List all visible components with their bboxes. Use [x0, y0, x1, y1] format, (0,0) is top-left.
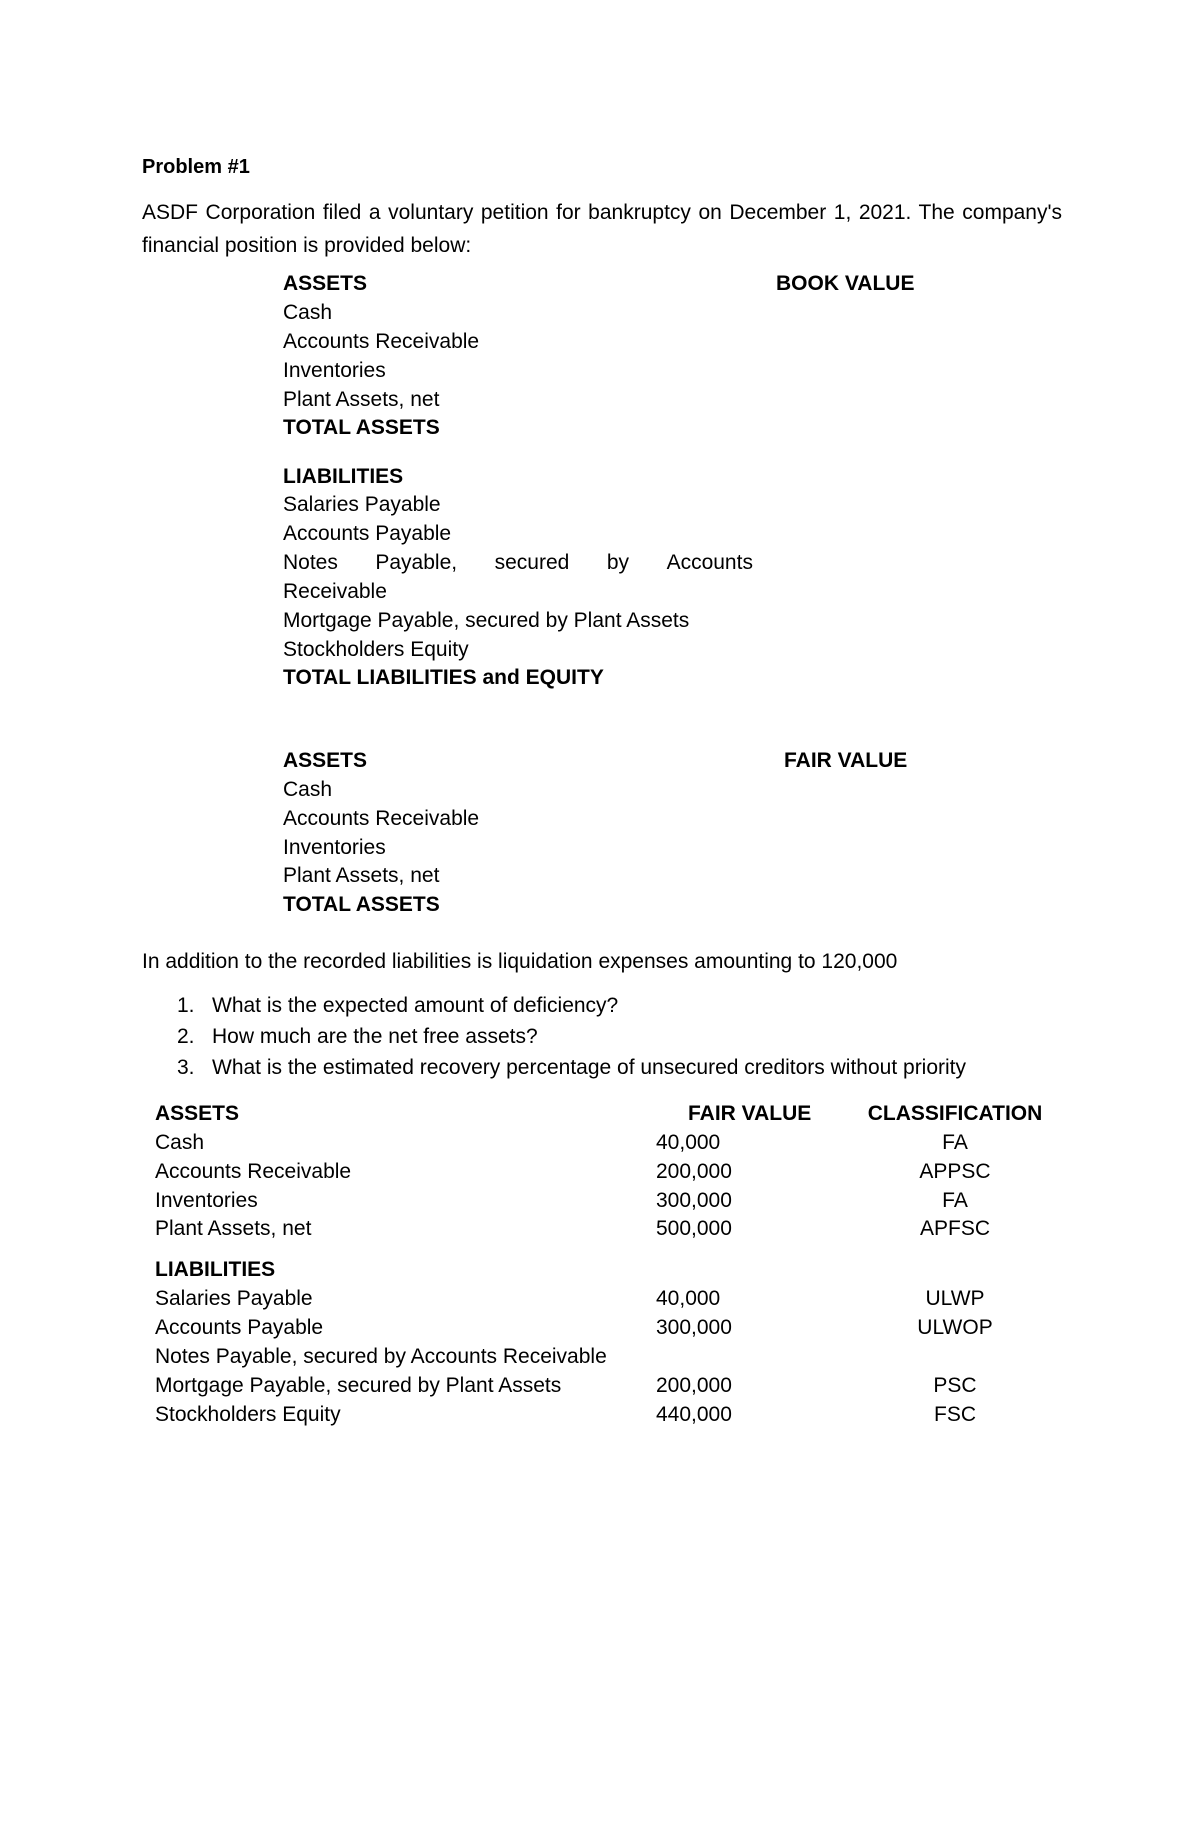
fair-value-header: FAIR VALUE	[784, 749, 908, 772]
row-classification: FA	[942, 1189, 968, 1212]
word: secured	[494, 551, 570, 574]
list-item	[177, 1025, 538, 1049]
row-label: Accounts Payable	[155, 1316, 324, 1339]
row-label: Notes Payable, secured by Accounts Receivable	[155, 1345, 607, 1368]
row-value: 440,000	[656, 1403, 732, 1426]
word: by	[606, 551, 630, 574]
row-classification: FSC	[934, 1403, 976, 1426]
liquidation-expenses-note: In addition to the recorded liabilities is liquidation expenses amounting to 120,000	[142, 950, 898, 973]
word: Payable,	[375, 551, 458, 574]
row-label: Cash	[155, 1131, 205, 1154]
row-label: Plant Assets, net	[283, 388, 440, 411]
row-label: Cash	[283, 301, 333, 324]
row-label: Mortgage Payable, secured by Plant Assets	[155, 1374, 562, 1397]
row-label: TOTAL ASSETS	[283, 416, 440, 439]
problem-title: Problem #1	[142, 156, 250, 178]
row-value: 200,000	[656, 1374, 732, 1397]
word: Accounts	[666, 551, 753, 574]
row-value: 500,000	[656, 1217, 732, 1240]
assets-header: ASSETS	[283, 272, 368, 295]
row-label: Cash	[283, 778, 333, 801]
row-label: TOTAL LIABILITIES and EQUITY	[283, 666, 604, 689]
row-label: TOTAL ASSETS	[283, 893, 440, 916]
fair-value-header: FAIR VALUE	[688, 1102, 812, 1125]
liabilities-header: LIABILITIES	[155, 1258, 276, 1281]
row-label: Inventories	[155, 1189, 258, 1212]
assets-header: ASSETS	[155, 1102, 240, 1125]
row-label: Plant Assets, net	[283, 864, 440, 887]
row-value: 40,000	[656, 1287, 721, 1310]
book-value-header: BOOK VALUE	[776, 272, 915, 295]
row-classification: ULWOP	[917, 1316, 993, 1339]
question-number: 2.	[177, 1025, 195, 1048]
row-value: 200,000	[656, 1160, 732, 1183]
row-value: 300,000	[656, 1316, 732, 1339]
row-classification: PSC	[933, 1374, 977, 1397]
row-label: Accounts Receivable	[283, 807, 480, 830]
row-label: Inventories	[283, 836, 386, 859]
row-label: Accounts Receivable	[283, 330, 480, 353]
row-value: 300,000	[656, 1189, 732, 1212]
question-number: 1.	[177, 994, 195, 1017]
question-text: What is the estimated recovery percentage of unsecured creditors without priority	[212, 1056, 967, 1079]
list-item	[177, 1056, 966, 1080]
row-label: Plant Assets, net	[155, 1217, 312, 1240]
word: Notes	[283, 551, 338, 574]
row-label: Stockholders Equity	[155, 1403, 341, 1426]
row-label: Mortgage Payable, secured by Plant Assets	[283, 609, 690, 632]
row-label: Receivable	[283, 580, 387, 603]
row-label: Accounts Payable	[283, 522, 452, 545]
list-item	[177, 994, 618, 1018]
row-label: Stockholders Equity	[283, 638, 469, 661]
row-classification: APFSC	[919, 1217, 991, 1240]
row-classification: FA	[942, 1131, 968, 1154]
row-label: Accounts Receivable	[155, 1160, 352, 1183]
question-number: 3.	[177, 1056, 195, 1079]
classification-header: CLASSIFICATION	[867, 1102, 1043, 1125]
row-label: Salaries Payable	[283, 493, 441, 516]
notes-label-line1	[283, 549, 753, 577]
row-label: Inventories	[283, 359, 386, 382]
row-value: 40,000	[656, 1131, 721, 1154]
row-classification: ULWP	[925, 1287, 985, 1310]
row-label: Salaries Payable	[155, 1287, 313, 1310]
assets-header: ASSETS	[283, 749, 368, 772]
row-classification: APPSC	[919, 1160, 991, 1183]
question-text: What is the expected amount of deficiency?	[212, 994, 619, 1017]
intro-paragraph: ASDF Corporation filed a voluntary petition for bankruptcy on December 1, 2021. The company's financial position is provided below:	[142, 201, 1062, 257]
liabilities-header: LIABILITIES	[283, 465, 404, 488]
question-text: How much are the net free assets?	[212, 1025, 538, 1048]
